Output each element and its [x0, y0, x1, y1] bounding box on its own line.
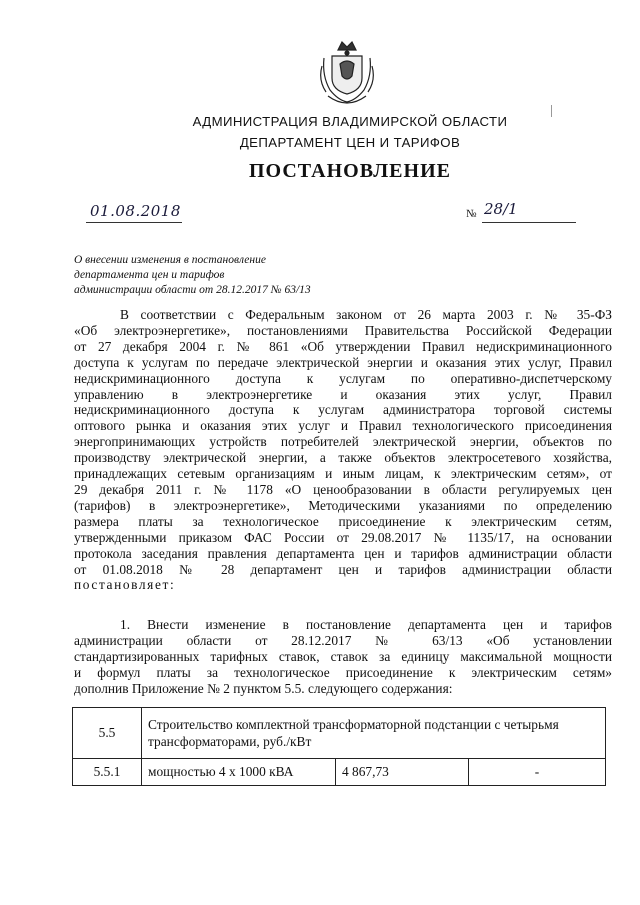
text-line: от 27 декабря 2004 г. № 861 «Об утверждении Правил недискриминационного	[74, 338, 612, 354]
document-number: 28/1	[484, 200, 518, 218]
text-line: стандартизированных тарифных ставок, ставок за единицу максимальной мощности	[74, 648, 612, 664]
text-line: дополнив Приложение № 2 пунктом 5.5. следующего содержания:	[74, 680, 453, 696]
organization-name: АДМИНИСТРАЦИЯ ВЛАДИМИРСКОЙ ОБЛАСТИ	[192, 114, 508, 129]
scan-mark	[551, 105, 552, 117]
table-row	[73, 759, 606, 786]
text-line: производству электрической энергии, а также объектов электросетевого хозяйства,	[74, 450, 612, 466]
text-line: В соответствии с Федеральным законом от 26 марта 2003 г. № 35-ФЗ	[120, 307, 612, 322]
capacity-cell: мощностью 4 х 1000 кВА	[142, 759, 336, 786]
text-line: «Об электроэнергетике», постановлениями Правительства Российской Федерации	[74, 322, 612, 338]
text-line: энергопринимающих устройств потребителей электрической энергии, объектов по	[74, 434, 612, 450]
text-line: (тарифов) в электроэнергетике», Методическими указаниями по определению	[74, 497, 612, 513]
text-line: управлению в электроэнергетике и оказания этих услуг, Правил	[74, 386, 612, 402]
number-underline	[482, 222, 576, 223]
document-type-title: ПОСТАНОВЛЕНИЕ	[249, 160, 451, 182]
extra-value-cell: -	[469, 759, 606, 786]
coat-of-arms-emblem	[318, 36, 376, 108]
text-line: протокола заседания правления департамента цен и тарифов администрации области	[74, 545, 612, 561]
table-row	[73, 708, 606, 759]
text-line: 29 декабря 2011 г. № 1178 «О ценообразовании в области регулируемых цен	[74, 481, 612, 497]
department-name: ДЕПАРТАМЕНТ ЦЕН И ТАРИФОВ	[239, 135, 461, 150]
text-line: принадлежащих сетевым организациям и иным лицам, к электрическим сетям», от	[74, 466, 612, 482]
text-line: от 01.08.2018 № 28 департамент цен и тарифов администрации области	[74, 561, 612, 577]
item-description-cell: Строительство комплектной трансформаторной подстанции с четырьмя трансформаторами, руб./кВт	[142, 708, 606, 759]
date-underline	[86, 222, 182, 223]
tariff-table	[72, 707, 606, 786]
subject-line: департамента цен и тарифов	[74, 269, 225, 281]
text-line: недискриминационного доступа к услугам по оперативно-диспетчерскому	[74, 370, 612, 386]
text-line: и формул платы за технологическое присоединение к электрическим сетям»	[74, 664, 612, 680]
text-line: оптового рынка и оказания этих услуг и Правил технологического присоединения	[74, 418, 612, 434]
text-line: недискриминационного доступа к услугам администратора торговой системы	[74, 402, 612, 418]
text-line: доступа к услугам по передаче электрической энергии и оказания этих услуг, Правил	[74, 354, 612, 370]
item-number-cell: 5.5	[73, 708, 142, 759]
rate-value-cell: 4 867,73	[336, 759, 469, 786]
subitem-number-cell: 5.5.1	[73, 759, 142, 786]
resolution-item-1	[74, 617, 612, 697]
preamble-paragraph	[74, 307, 612, 593]
resolves-word: постановляет:	[74, 577, 176, 593]
text-line: 1. Внести изменение в постановление департамента цен и тарифов	[120, 617, 612, 632]
text-line: размера платы за технологическое присоединение к электрическим сетям,	[74, 513, 612, 529]
document-subject	[74, 253, 334, 298]
subject-line: О внесении изменения в постановление	[74, 254, 266, 266]
subject-line: администрации области от 28.12.2017 № 63/13	[74, 284, 311, 296]
number-label: №	[466, 208, 477, 220]
text-line: администрации области от 28.12.2017 № 63/13 «Об установлении	[74, 632, 612, 648]
text-line: утвержденными приказом ФАС России от 29.08.2017 № 1135/17, на основании	[74, 529, 612, 545]
document-date: 01.08.2018	[90, 202, 181, 220]
